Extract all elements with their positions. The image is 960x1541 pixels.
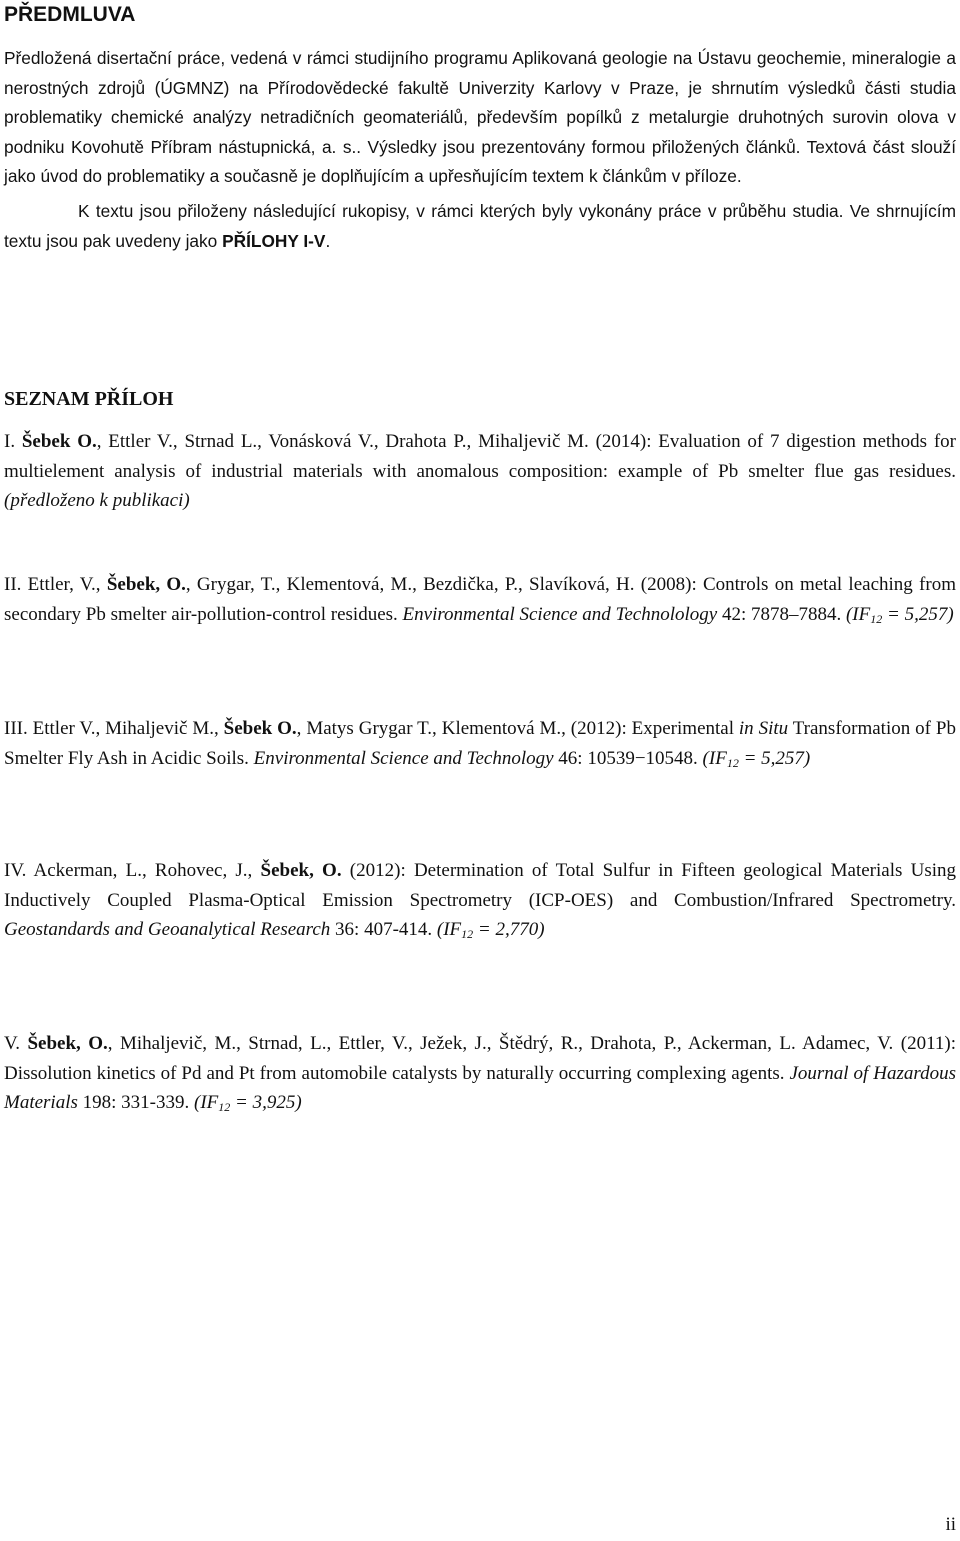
reference-2-run-3: , Grygar, T., Klementová, M., Bezdička, P., Slavíková, H. (2008): Controls on metal leaching from secondary Pb smelter air-pollution-control residues. — [4, 574, 956, 625]
reference-3-run-9: 12 — [726, 755, 739, 770]
reference-5-run-1: V. — [4, 1033, 28, 1054]
reference-2-run-1: II. Ettler, V., — [4, 574, 107, 595]
reference-5-run-3: , Mihaljevič, M., Strnad, L., Ettler, V., Ježek, J., Štědrý, R., Drahota, P., Ackerman, L. Adamec, V. (2011): Dissolution kinetics of Pd and Pt from automobile catalysts by naturally occurring complexing agents. — [4, 1033, 956, 1084]
reference-4-run-4: Geostandards and Geoanalytical Research — [4, 919, 331, 940]
reference-3-run-6: Environmental Science and Technology — [253, 747, 554, 769]
reference-2-run-4: Environmental Science and Technolology — [402, 603, 718, 625]
reference-4-run-2: Šebek, O. — [260, 860, 342, 881]
reference-2 — [4, 570, 956, 634]
intro-section — [4, 44, 956, 256]
reference-4-run-8: = 2,770) — [473, 919, 545, 940]
reference-4-run-3: (2012): Determination of Total Sulfur in Fifteen geological Materials Using Inductively Coupled Plasma-Optical Emission Spectrometry (ICP-OES) and Combustion/Infrared Spectrometry. — [4, 860, 956, 911]
reference-3-run-7: 46: 10539−10548. — [553, 747, 703, 769]
intro-paragraph-2-end: . — [325, 230, 331, 251]
page-number: ii — [945, 1514, 956, 1535]
reference-5 — [4, 1029, 956, 1123]
intro-paragraph-2 — [4, 197, 956, 256]
reference-4 — [4, 856, 956, 950]
reference-3-run-2: Šebek O. — [223, 718, 297, 739]
reference-4-run-1: IV. Ackerman, L., Rohovec, J., — [4, 860, 261, 881]
reference-4-run-7: 12 — [461, 927, 474, 941]
reference-1-run-3: , Ettler V., Strnad L., Vonásková V., Drahota P., Mihaljevič M. (2014): Evaluation of 7 digestion methods for multielement analysis of industrial materials with anomalous composition: example of Pb smelter flue gas residues. — [4, 431, 956, 482]
reference-3-run-10: = 5,257) — [738, 747, 811, 769]
reference-3-run-4: in Situ — [738, 718, 789, 739]
reference-5-run-5: 198: 331-339. — [77, 1092, 194, 1113]
reference-5-run-6: (IF — [194, 1092, 219, 1113]
reference-3 — [4, 714, 956, 778]
reference-2-run-7: 12 — [870, 611, 883, 626]
appendix-label: PŘÍLOHY I-V — [222, 230, 326, 251]
reference-4-run-5: 36: 407-414. — [330, 919, 437, 940]
reference-2-run-5: 42: 7878–7884. — [717, 603, 846, 625]
reference-1 — [4, 427, 956, 516]
appendix-list-heading: SEZNAM PŘÍLOH — [4, 388, 174, 410]
reference-2-run-2: Šebek, O. — [106, 574, 186, 595]
reference-4-run-6: (IF — [436, 919, 462, 940]
reference-2-run-8: = 5,257) — [882, 603, 954, 625]
reference-5-run-2: Šebek, O. — [27, 1033, 108, 1054]
intro-paragraph-1: Předložená disertační práce, vedená v rámci studijního programu Aplikovaná geologie na Ústavu geochemie, mineralogie a nerostných zdrojů (ÚGMNZ) na Přírodovědecké fakultě Univerzity Karlovy v Praze, je shrnutím výsledků části studia problematiky chemické analýzy netradičních geomateriálů, především popílků z metalurgie druhotných surovin olova v podniku Kovohutě Příbram nástupnická, a. s.. Výsledky jsou prezentovány formou přiložených článků. Textová část slouží jako úvod do problematiky a současně je doplňujícím a upřesňujícím textem k článkům v příloze. — [4, 48, 956, 187]
intro-paragraph-2-text: K textu jsou přiloženy následující rukopisy, v rámci kterých byly vykonány práce v průběhu studia. Ve shrnujícím textu jsou pak uvedeny jako — [4, 200, 956, 251]
reference-3-run-1: III. Ettler V., Mihaljevič M., — [4, 718, 224, 739]
reference-2-run-6: (IF — [845, 603, 871, 625]
reference-1-run-2: Šebek O. — [21, 431, 97, 452]
reference-5-run-4: Journal of Hazardous Materials — [4, 1062, 956, 1113]
reference-3-run-3: , Matys Grygar T., Klementová M., (2012): Experimental — [296, 718, 739, 739]
reference-1-run-1: I. — [4, 431, 22, 452]
reference-3-run-5: Transformation of Pb Smelter Fly Ash in Acidic Soils. — [4, 718, 956, 769]
reference-3-run-8: (IF — [702, 747, 727, 769]
page-heading: PŘEDMLUVA — [4, 3, 136, 26]
reference-5-run-7: 12 — [218, 1100, 231, 1114]
reference-5-run-8: = 3,925) — [230, 1092, 302, 1113]
reference-1-run-4: (předloženo k publikaci) — [4, 490, 190, 511]
